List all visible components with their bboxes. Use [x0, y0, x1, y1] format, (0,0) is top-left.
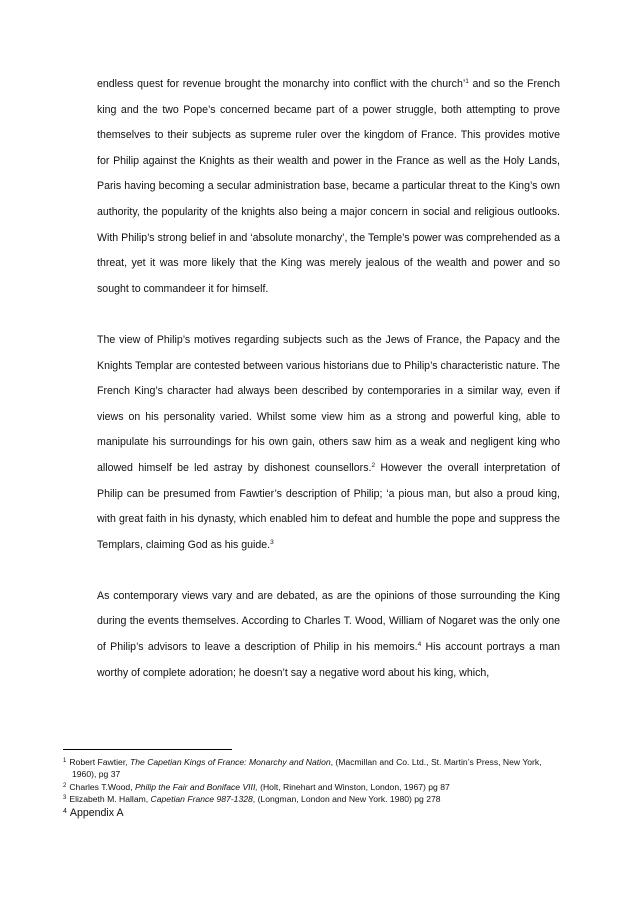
body-text [97, 72, 560, 686]
footnote-4: $^4$ Appendix A [63, 806, 124, 819]
footnote-ref: 4 [417, 641, 422, 649]
paragraph-3 [97, 584, 560, 686]
footnote-1: $^1$ Robert Fawtier, The Capetian Kings of France: Monarchy and Nation, (Macmillan and Co. Ltd., St. Martin’s Press, New York, 1960), pg 37 [63, 757, 542, 780]
paragraph-1 [97, 72, 560, 302]
paragraph-text: His account portrays a man worthy of complete adoration; he doesn’t say a negative word about his king, which, [97, 641, 560, 679]
paragraph-text: As contemporary views vary and are debated, as are the opinions of those surrounding the King during the events themselves. According to Charles T. Wood, William of Nogaret was the only one of Philip’s advisors to leave a description of Philip in his memoirs. [97, 589, 560, 654]
paragraph-text: However the overall interpretation of Philip can be presumed from Fawtier’s description of Philip; ‘a pious man, but also a proud king, with great faith in his dynasty, which enabled him to defeat and humble the pope and suppress the Templars, claiming God as his guide. [97, 461, 561, 551]
paragraph-2 [97, 328, 560, 558]
paragraph-text: The view of Philip’s motives regarding subjects such as the Jews of France, the Papacy and the Knights Templar are contested between various historians due to Philip’s characteristic nature. The French King’s character had always been described by contemporaries in a similar way, even if views on his personality varied. Whilst some view him as a strong and powerful king, able to manipulate his surroundings for his own gain, others saw him as a weak and negligent king who allowed himself be led astray by dishonest counsellors. [97, 333, 560, 474]
footnote-2: $^2$ Charles T.Wood, Philip the Fair and Boniface VIII, (Holt, Rinehart and Winston, London, 1967) pg 87 [63, 781, 450, 792]
footnote-ref: 1 [465, 78, 469, 85]
paragraph-text: endless quest for revenue brought the monarchy into conflict with the church’ [97, 78, 466, 90]
footnote-ref: 2 [371, 461, 376, 469]
footnote-separator [63, 749, 232, 750]
footnote-ref: 3 [270, 538, 274, 546]
footnotes [63, 756, 563, 821]
footnote-3: $^3$ Elizabeth M. Hallam, Capetian France 987-1328, (Longman, London and New York. 1980) pg 278 [63, 794, 441, 805]
paragraph-text: and so the French king and the two Pope’s concerned became part of a power struggle, both attempting to prove themselves to their subjects as supreme ruler over the kingdom of France. This provides motive for Philip against the Knights as their wealth and power in the France as well as the Holy Lands, Paris having becoming a secular administration base, became a particular threat to the King’s own authority, the popularity of the knights also being a major concern in social and religious outlooks. With Philip’s strong belief in and ‘absolute monarchy’, the Temple’s power was comprehended as a threat, yet it was more likely that the King was merely jealous of the wealth and power and so sought to commandeer it for himself. [97, 78, 561, 295]
